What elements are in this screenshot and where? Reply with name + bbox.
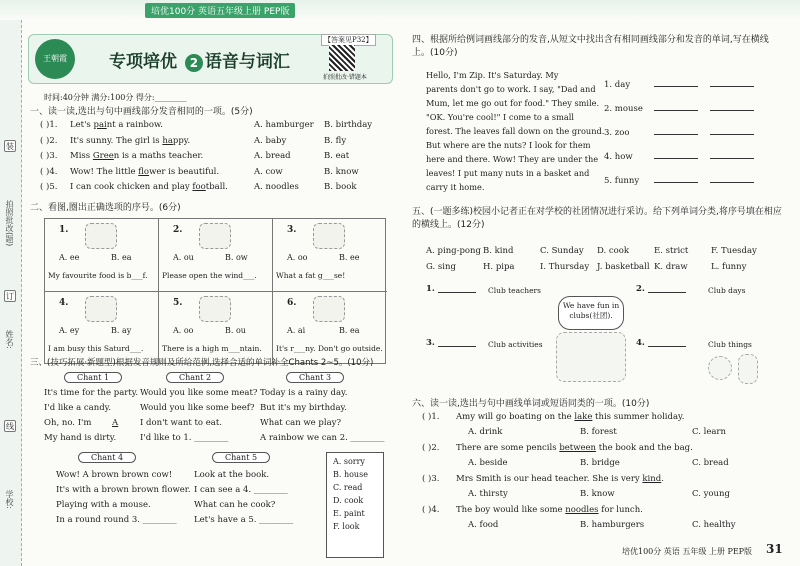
question-text: Wow! The little flower is beautiful. (70, 166, 220, 177)
answer-blank[interactable] (438, 292, 476, 293)
word-option: B. kind (483, 246, 514, 256)
chant-line: It's time for the party. (44, 388, 139, 398)
picture-cell: 1. A. ee B. ea My favourite food is b___f. (45, 219, 159, 292)
word-box (326, 452, 384, 558)
chant-line: Oh, no. I'm (44, 418, 92, 428)
club-label: Club activities (488, 340, 543, 349)
chant-tag: Chant 5 (212, 452, 270, 463)
word-option: H. pipa (483, 262, 515, 272)
word-option: K. draw (654, 262, 688, 272)
word-option: F. look (333, 522, 360, 531)
answer-blank[interactable] (654, 158, 698, 159)
right-column (408, 20, 794, 566)
chant-tag: Chant 2 (166, 372, 224, 383)
picture-cell: 3. A. oo B. ee What a fat g___se! (273, 219, 387, 292)
answer-blank[interactable] (654, 86, 698, 87)
page-title: 专项培优 2 语音与词汇 (109, 52, 290, 72)
option-b[interactable]: B. birthday (324, 120, 373, 130)
bracket-blank[interactable]: ( )4. (422, 505, 440, 515)
option-a[interactable]: A. noodles (254, 182, 299, 192)
option[interactable]: B. know (580, 489, 615, 499)
bracket-blank[interactable]: ( )3. (40, 151, 58, 161)
answer-blank[interactable] (654, 110, 698, 111)
word-option: E. paint (333, 509, 365, 518)
chant-line: Playing with a mouse. (56, 500, 151, 510)
chant-line: What can he cook? (194, 500, 276, 510)
answer-blank[interactable] (648, 292, 686, 293)
picture-cell: 5. A. oo B. ou There is a high m___ntain. (159, 292, 273, 365)
option[interactable]: B. ee (339, 253, 360, 262)
bracket-blank[interactable]: ( )2. (40, 135, 58, 146)
chant-line: But it's my birthday. (260, 403, 347, 413)
option[interactable]: B. hamburgers (580, 520, 645, 530)
word-option: J. basketball (597, 262, 650, 272)
passage-line: "OK. You're cool!" I come to a small (426, 112, 574, 122)
chant-line: I can see a 4. ________ (194, 485, 288, 495)
section-4-title: 四、根据所给例词画线部分的发音,从短文中找出含有相同画线部分和发音的单词,写在横线上。(10分) (412, 35, 769, 58)
option[interactable]: C. young (692, 489, 730, 499)
answer-blank[interactable] (710, 110, 754, 111)
passage-line: But where are the nuts? I look for them (426, 140, 591, 150)
school-label: 学校: (5, 490, 14, 509)
option[interactable]: A. ey (59, 326, 80, 335)
goose-image (313, 223, 345, 249)
option-a[interactable]: A. hamburger (254, 120, 314, 130)
answer-blank[interactable] (648, 346, 686, 347)
word-option: L. funny (711, 262, 747, 272)
chant-line: What can we play? (260, 418, 341, 428)
example-word: 1. day (604, 80, 631, 90)
example-word: 2. mouse (604, 104, 643, 114)
section-3-title: 三、(技巧拓展·新题型)根据发音规则及所给范例,选择合适的单词补全Chants 2~5。(10分) (30, 358, 374, 368)
word-option: E. strict (654, 246, 689, 256)
option-a[interactable]: A. cow (254, 166, 283, 177)
word-option: D. cook (333, 496, 364, 505)
picture-grid (44, 218, 386, 364)
chant-tag: Chant 4 (78, 452, 136, 463)
option[interactable]: B. ea (111, 253, 132, 262)
example-word: 5. funny (604, 176, 640, 186)
pipa-image (738, 354, 758, 384)
example-word: 3. zoo (604, 128, 630, 138)
option[interactable]: A. oo (287, 253, 308, 262)
binding-strip (0, 20, 22, 566)
beef-image (85, 223, 117, 249)
title-banner (28, 34, 393, 84)
option[interactable]: B. ay (111, 326, 132, 335)
bracket-blank[interactable]: ( )1. (40, 120, 58, 130)
option[interactable]: B. forest (580, 427, 617, 437)
passage-line: forest. The leaves fall down on the ground. (426, 126, 605, 136)
option[interactable]: B. ou (225, 326, 246, 335)
left-column (26, 20, 396, 566)
answer-blank[interactable] (438, 346, 476, 347)
chant-line: Would you like some meat? (140, 388, 258, 398)
option[interactable]: B. ow (225, 253, 248, 262)
word-option: A. sorry (333, 457, 365, 466)
question-text: I can cook chicken and play football. (70, 182, 228, 192)
rain-image (313, 296, 345, 322)
answer-reference: 【答案见P32】 (321, 34, 376, 46)
option[interactable]: C. learn (692, 427, 726, 437)
calendar-image (85, 296, 117, 322)
passage-line: here and there. Wow! They are under the (426, 154, 599, 164)
picture-cell: 6. A. ai B. ea It's r___ny. Don't go outside. (276, 298, 383, 353)
chant-tag: Chant 3 (286, 372, 344, 383)
option[interactable]: C. healthy (692, 520, 736, 530)
top-bar (0, 0, 800, 20)
word-option: G. sing (426, 262, 456, 272)
club-label: Club things (708, 340, 752, 349)
speech-bubble: We have fun in clubs(社团). (558, 296, 624, 330)
chant-line: A rainbow we can 2. ________ (260, 433, 385, 443)
option[interactable]: A. ai (287, 326, 306, 335)
chant-line: I don't want to eat. (140, 418, 222, 428)
question-text: Amy will go boating on the lake this summer holiday. (456, 412, 685, 422)
binding-mark: 订 (6, 292, 14, 301)
option[interactable]: B. ea (339, 326, 360, 335)
passage-line: Mum, let me go out for food." They smile. (426, 98, 600, 108)
question-text: Let's paint a rainbow. (70, 120, 163, 130)
binding-mark: 线 (6, 422, 14, 431)
binding-mark: 装 (6, 142, 14, 151)
word-option: F. Tuesday (711, 246, 757, 256)
window-image (199, 223, 231, 249)
name-label: 姓名: (5, 330, 14, 349)
club-label: Club days (708, 286, 746, 295)
side-label: 拍照批改(题) (5, 200, 14, 247)
question-text: The boy would like some noodles for lunch. (456, 505, 643, 515)
chant-tag: Chant 1 (64, 372, 122, 383)
chant-line: Would you like some beef? (140, 403, 255, 413)
passage-line: carry it home. (426, 182, 485, 192)
children-illustration (556, 332, 626, 382)
question-text: It's sunny. The girl is happy. (70, 135, 191, 146)
chant-line: I'd like to 1. ________ (140, 433, 229, 443)
word-option: C. read (333, 483, 363, 492)
blank-number: 1. (426, 284, 435, 294)
bracket-blank[interactable]: ( )1. (422, 412, 440, 422)
option[interactable]: A. ou (173, 253, 194, 262)
option-b[interactable]: B. fly (324, 135, 347, 146)
section-6-title: 六、读一读,选出与句中画线单词或短语同类的一项。(10分) (412, 399, 650, 409)
answer-blank[interactable] (654, 134, 698, 135)
answer-blank[interactable] (710, 134, 754, 135)
brand-logo: 王朝霞 (35, 39, 75, 79)
option[interactable]: B. bridge (580, 458, 620, 468)
passage-line: Hello, I'm Zip. It's Saturday. My (426, 70, 559, 80)
test-meta: 时间:40分钟 满分:100分 得分:________ (44, 93, 187, 102)
bracket-blank[interactable]: ( )4. (40, 166, 58, 177)
section-1-title: 一、读一读,选出与句中画线部分发音相同的一项。(5分) (30, 107, 253, 117)
option[interactable]: A. ee (59, 253, 80, 262)
option[interactable]: A. drink (468, 427, 503, 437)
word-option: C. Sunday (540, 246, 584, 256)
series-label: 培优100分 英语五年级上册 PEP版 (145, 3, 295, 18)
page-footer: 培优100分 英语 五年级 上册 PEP版 (622, 547, 753, 556)
example-answer: A (112, 418, 119, 428)
section-5-title: 五、(一题多练)校园小记者正在对学校的社团情况进行采访。给下列单词分类,将序号填在相应的横线上。(12分) (412, 207, 782, 230)
bracket-blank[interactable]: ( )3. (422, 474, 440, 484)
picture-cell: 2. A. ou B. ow Please open the wind___. (159, 219, 273, 292)
chant-line: Look at the book. (194, 470, 270, 480)
chant-line: In a round round 3. ________ (56, 515, 177, 525)
section-2-title: 二、看图,圈出正确选项的序号。(6分) (30, 203, 181, 213)
option-a[interactable]: A. bread (254, 151, 291, 161)
club-label: Club teachers (488, 286, 541, 295)
question-text: Mrs Smith is our head teacher. She is very kind. (456, 474, 664, 484)
answer-blank[interactable] (710, 86, 754, 87)
answer-blank[interactable] (654, 182, 698, 183)
chant-line: Wow! A brown brown cow! (56, 470, 173, 480)
blank-number: 3. (426, 338, 435, 348)
chant-line: My hand is dirty. (44, 433, 117, 443)
option-b[interactable]: B. know (324, 166, 359, 177)
question-text: There are some pencils between the book and the bag. (456, 443, 693, 453)
example-word: 4. how (604, 152, 633, 162)
passage-line: parents don't go to work. I say, "Dad and (426, 84, 596, 94)
chant-line: Today is a rainy day. (260, 388, 348, 398)
word-option: A. ping-pong (426, 246, 481, 256)
option[interactable]: C. bread (692, 458, 729, 468)
word-option: D. cook (597, 246, 630, 256)
word-option: I. Thursday (540, 262, 590, 272)
option-b[interactable]: B. book (324, 182, 357, 192)
option[interactable]: A. food (468, 520, 499, 530)
bracket-blank[interactable]: ( )5. (40, 182, 58, 192)
page-number: 31 (766, 542, 783, 556)
option[interactable]: A. beside (468, 458, 508, 468)
blank-number: 2. (636, 284, 645, 294)
qr-caption: 拍照批改·错题本 (323, 74, 367, 81)
word-option: B. house (333, 470, 368, 479)
passage-line: leaves! I put many nuts in a basket and (426, 168, 590, 178)
picture-cell: 4. A. ey B. ay I am busy this Saturd___. (45, 292, 159, 365)
answer-blank[interactable] (710, 182, 754, 183)
chant-line: Let's have a 5. ________ (194, 515, 294, 525)
option-a[interactable]: A. baby (254, 135, 287, 146)
question-text: Miss Green is a maths teacher. (70, 151, 204, 161)
basketball-image (708, 356, 732, 380)
answer-blank[interactable] (710, 158, 754, 159)
option[interactable]: A. oo (173, 326, 194, 335)
option[interactable]: A. thirsty (468, 489, 508, 499)
qr-code-icon[interactable] (329, 45, 355, 71)
option-b[interactable]: B. eat (324, 151, 350, 161)
bracket-blank[interactable]: ( )2. (422, 443, 440, 453)
chant-line: I'd like a candy. (44, 403, 112, 413)
chant-line: It's with a brown brown flower. (56, 485, 191, 495)
mountain-image (199, 296, 231, 322)
blank-number: 4. (636, 338, 645, 348)
